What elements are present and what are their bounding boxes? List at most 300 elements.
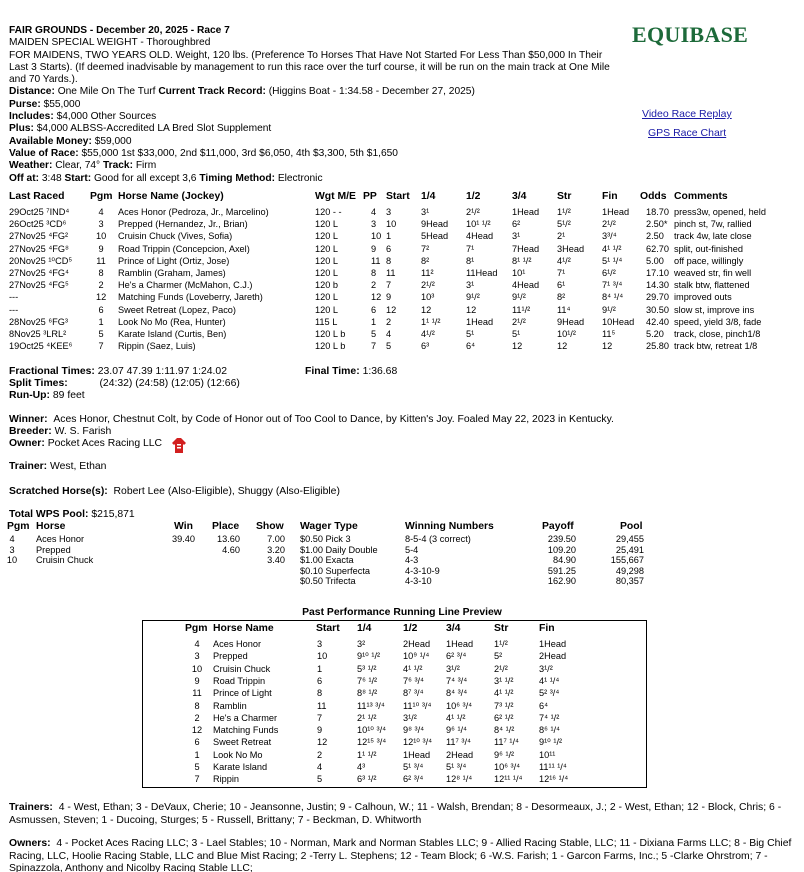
purse-line: Purse: $55,000 bbox=[9, 98, 81, 110]
results-header-cell: Horse Name (Jockey) bbox=[118, 191, 224, 202]
results-cell-comment: track 4w, late close bbox=[674, 231, 752, 242]
results-cell-q1: 5Head bbox=[421, 231, 449, 242]
results-cell-str: 10¹/² bbox=[557, 329, 576, 339]
running-line-row bbox=[143, 750, 647, 762]
results-cell-horse[interactable]: He's a Charmer (McMahon, C.J.) bbox=[118, 280, 253, 291]
running-line-cell-fin: 10¹¹ bbox=[539, 749, 556, 760]
results-cell-last: 8Nov25 ³LRL² bbox=[9, 329, 67, 339]
results-cell-q3: 8¹ ¹/² bbox=[512, 255, 532, 266]
results-cell-comment: slow st, improve ins bbox=[674, 304, 755, 315]
results-cell-horse[interactable]: Cruisin Chuck (Vives, Sofia) bbox=[118, 231, 233, 242]
running-line-cell-horse: Karate Island bbox=[213, 762, 268, 772]
running-line-cell-pgm: 3 bbox=[194, 651, 200, 662]
running-line-cell-horse: Sweet Retreat bbox=[213, 737, 272, 748]
results-cell-wgt: 120 L b bbox=[315, 341, 346, 352]
results-cell-wgt: 120 L bbox=[315, 304, 338, 315]
running-line-cell-horse: Matching Funds bbox=[213, 725, 279, 736]
results-cell-q1: 10³ bbox=[421, 292, 435, 303]
running-line-cell-fin: 2Head bbox=[539, 651, 567, 662]
results-cell-wgt: 115 L bbox=[315, 316, 338, 327]
results-cell-str: 1¹/² bbox=[557, 207, 571, 217]
results-header-cell: Fin bbox=[602, 191, 618, 202]
plus-line: Plus: $4,000 ALBSS-Accredited LA Bred Slot Supplement bbox=[9, 123, 272, 135]
results-cell-start: 4 bbox=[386, 329, 392, 339]
running-line-cell-fin: 3¹/² bbox=[539, 663, 553, 674]
value-of-race-line: Value of Race: $55,000 1st $33,000, 2nd $11,000, 3rd $6,050, 4th $3,300, 5th $1,650 bbox=[9, 147, 398, 159]
results-cell-q3: 4Head bbox=[512, 280, 540, 291]
results-cell-q3: 10¹ bbox=[512, 268, 526, 278]
running-line-cell-horse: He's a Charmer bbox=[213, 712, 278, 723]
results-cell-str: 11⁴ bbox=[557, 304, 571, 315]
running-line-cell-fin: 9¹⁰ ¹/² bbox=[539, 737, 563, 748]
results-cell-str: 2¹ bbox=[557, 231, 566, 242]
running-line-cell-fin: 4¹ ¹/⁴ bbox=[539, 675, 560, 686]
results-cell-last: 27Nov25 ⁴FG⁵ bbox=[9, 280, 69, 291]
wps-header-cell: Show bbox=[256, 521, 284, 532]
results-cell-wgt: 120 L bbox=[315, 231, 338, 242]
results-cell-fin: 4¹ ¹/² bbox=[602, 243, 622, 254]
running-line-header-cell: Pgm bbox=[185, 623, 208, 634]
running-line-row bbox=[143, 762, 647, 774]
running-line-cell-q3: 8⁴ ³/⁴ bbox=[446, 688, 468, 699]
weather-line: Weather: Clear, 74° Track: Firm bbox=[9, 160, 157, 172]
results-cell-comment: track btw, retreat 1/8 bbox=[674, 341, 758, 352]
results-row bbox=[0, 231, 804, 244]
results-cell-start: 11 bbox=[386, 268, 396, 278]
running-line-cell-start: 7 bbox=[317, 712, 323, 723]
results-cell-q1: 2¹/² bbox=[421, 280, 435, 291]
running-line-cell-pgm: 11 bbox=[192, 688, 202, 699]
running-line-cell-start: 5 bbox=[317, 774, 323, 785]
results-cell-start: 7 bbox=[386, 280, 392, 291]
wps-header-cell: Horse bbox=[36, 521, 66, 532]
running-line-cell-pgm: 7 bbox=[194, 774, 200, 785]
running-line-header-cell: Str bbox=[494, 623, 509, 634]
results-header-cell: Str bbox=[557, 191, 572, 202]
race-subtitle: MAIDEN SPECIAL WEIGHT - Thoroughbred bbox=[9, 37, 211, 49]
running-line-cell-start: 9 bbox=[317, 725, 323, 736]
results-cell-last: 29Oct25 ⁷IND⁴ bbox=[9, 207, 70, 217]
results-cell-q3: 9¹/² bbox=[512, 292, 526, 303]
running-line-title: Past Performance Running Line Preview bbox=[302, 607, 502, 618]
results-cell-last: 19Oct25 ⁴KEE⁶ bbox=[9, 341, 73, 352]
wps-header-cell: Pgm bbox=[7, 521, 30, 532]
wager-cell-numbers: 4-3-10 bbox=[405, 576, 432, 586]
results-cell-last: 27Nov25 ⁴FG⁴ bbox=[9, 268, 69, 278]
results-cell-last: --- bbox=[9, 292, 19, 303]
running-line-cell-q1: 5³ ¹/² bbox=[357, 663, 377, 674]
results-cell-q2: 6⁴ bbox=[466, 341, 476, 352]
results-cell-last: 27Nov25 ⁴FG² bbox=[9, 231, 69, 242]
results-cell-q3: 1Head bbox=[512, 207, 540, 217]
results-cell-odds: 17.10 bbox=[646, 268, 669, 278]
wps-cell-show: 7.00 bbox=[267, 534, 285, 544]
wps-cell-horse: Aces Honor bbox=[36, 534, 85, 544]
results-cell-horse[interactable]: Road Trippin (Concepcion, Axel) bbox=[118, 243, 250, 254]
race-header bbox=[9, 25, 624, 185]
trainer-line: Trainer: West, Ethan bbox=[9, 461, 107, 472]
running-line-row bbox=[143, 725, 647, 737]
wager-cell-numbers: 8-5-4 (3 correct) bbox=[405, 534, 471, 544]
results-cell-start: 6 bbox=[386, 243, 392, 254]
results-cell-q3: 5¹ bbox=[512, 329, 521, 339]
results-cell-last: 27Nov25 ⁴FG⁸ bbox=[9, 243, 69, 254]
results-cell-wgt: 120 L bbox=[315, 243, 338, 254]
results-cell-odds: 29.70 bbox=[646, 292, 669, 303]
running-line-cell-q2: 12¹⁰ ³/⁴ bbox=[403, 737, 433, 748]
running-line-cell-q2: 5¹ ³/⁴ bbox=[403, 762, 424, 772]
running-line-row bbox=[143, 676, 647, 688]
running-line-cell-start: 10 bbox=[317, 651, 328, 662]
running-line-cell-q2: 4¹ ¹/² bbox=[403, 663, 423, 674]
results-cell-fin: 3³/⁴ bbox=[602, 231, 617, 242]
results-header-cell: Comments bbox=[674, 191, 728, 202]
wps-cell-horse: Prepped bbox=[36, 544, 71, 555]
results-cell-comment: speed, yield 3/8, fade bbox=[674, 316, 762, 327]
wps-cell-place: 4.60 bbox=[222, 544, 240, 555]
running-line-cell-q2: 8⁷ ³/⁴ bbox=[403, 688, 424, 699]
results-row bbox=[0, 219, 804, 232]
running-line-header-cell: 1/4 bbox=[357, 623, 372, 634]
distance-line: Distance: One Mile On The Turf Current Track Record: (Higgins Boat - 1:34.58 - December 27, 2025) bbox=[9, 86, 475, 98]
results-row bbox=[0, 292, 804, 305]
equibase-logo[interactable]: EQUIBASE bbox=[632, 22, 749, 47]
results-cell-fin: 11⁵ bbox=[602, 329, 616, 339]
wager-header-cell: Wager Type bbox=[300, 521, 358, 532]
results-header-cell: Pgm bbox=[90, 191, 113, 202]
results-cell-fin: 10Head bbox=[602, 316, 635, 327]
results-cell-pgm: 5 bbox=[98, 329, 104, 339]
results-cell-pgm: 2 bbox=[98, 280, 104, 291]
results-cell-q2: 5¹ bbox=[466, 329, 475, 339]
results-cell-str: 6¹ bbox=[557, 280, 566, 291]
running-line-cell-start: 3 bbox=[317, 639, 323, 649]
results-cell-q3: 6² bbox=[512, 219, 521, 230]
results-cell-horse[interactable]: Ramblin (Graham, James) bbox=[118, 268, 226, 278]
running-line-cell-start: 11 bbox=[317, 700, 327, 711]
results-cell-start: 1 bbox=[386, 231, 392, 242]
results-header-cell: Start bbox=[386, 191, 410, 202]
wager-header-cell: Winning Numbers bbox=[405, 521, 494, 532]
results-cell-wgt: 120 - - bbox=[315, 207, 342, 217]
results-cell-q1: 7² bbox=[421, 243, 430, 254]
results-cell-start: 12 bbox=[386, 304, 397, 315]
results-cell-q1: 4¹/² bbox=[421, 329, 435, 339]
running-line-cell-str: 4¹ ¹/² bbox=[494, 688, 514, 699]
running-line-cell-horse: Aces Honor bbox=[213, 639, 262, 649]
wager-cell-payoff: 109.20 bbox=[547, 544, 576, 555]
results-row bbox=[0, 207, 804, 220]
running-line-cell-fin: 12¹⁶ ¹/⁴ bbox=[539, 774, 569, 785]
running-line-cell-pgm: 4 bbox=[194, 639, 200, 649]
running-line-cell-horse: Prince of Light bbox=[213, 688, 272, 699]
running-line-cell-pgm: 10 bbox=[191, 663, 203, 674]
results-cell-start: 5 bbox=[386, 341, 392, 352]
owners-list: Owners: 4 - Pocket Aces Racing LLC; 3 - Lael Stables; 10 - Norman, Mark and Norman Stables LLC; 9 - Allied Racing Stable, LLC; 11 - Dixiana Farms LLC; 8 - Big Chief Racing, LLC, Hoolie Racing Stable, LLC and Blue Mist Racing; 2 -Terry L. Stephens; 12 - Team Block; 6 -W.S. Farish; 1 - Garcon Farms, Inc.; 5 -Clarke Ohrstrom; 7 - Spinazzola, Anthony and Nicolby Racing Stable LLC; bbox=[9, 838, 792, 872]
jockey-silk-icon bbox=[171, 437, 187, 455]
running-line-cell-start: 1 bbox=[317, 663, 323, 674]
running-line-cell-q1: 3² bbox=[357, 639, 366, 649]
results-cell-pp: 4 bbox=[371, 207, 377, 217]
wager-cell-type: $1.00 Daily Double bbox=[300, 544, 378, 555]
wager-cell-payoff: 239.50 bbox=[547, 534, 576, 544]
wps-cell-pgm: 4 bbox=[9, 534, 15, 544]
results-cell-last: --- bbox=[9, 304, 19, 315]
results-cell-pp: 2 bbox=[371, 280, 377, 291]
results-cell-pp: 6 bbox=[371, 304, 377, 315]
wager-cell-numbers: 4-3-10-9 bbox=[405, 565, 440, 576]
gps-chart-link[interactable]: GPS Race Chart bbox=[648, 127, 727, 139]
video-replay-link[interactable]: Video Race Replay bbox=[642, 108, 732, 120]
results-cell-fin: 6¹/² bbox=[602, 268, 616, 278]
results-cell-horse[interactable]: Rippin (Saez, Luis) bbox=[118, 341, 196, 352]
running-line-cell-q2: 3¹/² bbox=[403, 712, 417, 723]
running-line-cell-q1: 8⁸ ¹/² bbox=[357, 688, 378, 699]
results-header-cell: PP bbox=[363, 191, 377, 202]
results-cell-odds: 30.50 bbox=[646, 304, 669, 315]
running-line-row bbox=[143, 651, 647, 663]
results-cell-fin: 1Head bbox=[602, 207, 630, 217]
results-cell-pgm: 4 bbox=[98, 207, 104, 217]
running-line-cell-str: 8⁴ ¹/² bbox=[494, 725, 515, 736]
wps-cell-horse: Cruisin Chuck bbox=[36, 555, 94, 565]
results-cell-odds: 18.70 bbox=[646, 207, 669, 217]
results-cell-horse[interactable]: Look No Mo (Rea, Hunter) bbox=[118, 316, 226, 327]
running-line-cell-q2: 9⁸ ³/⁴ bbox=[403, 725, 425, 736]
running-line-cell-q2: 11¹⁰ ³/⁴ bbox=[403, 700, 432, 711]
results-cell-pp: 11 bbox=[371, 255, 381, 266]
results-cell-wgt: 120 L bbox=[315, 268, 338, 278]
results-cell-odds: 42.40 bbox=[646, 316, 669, 327]
results-cell-q1: 8² bbox=[421, 255, 430, 266]
results-cell-fin: 5¹ ¹/⁴ bbox=[602, 255, 623, 266]
running-line-cell-start: 4 bbox=[317, 762, 323, 772]
running-line-cell-q3: 5¹ ³/⁴ bbox=[446, 762, 467, 772]
results-header-cell: Odds bbox=[640, 191, 667, 202]
running-line-cell-str: 9⁶ ¹/² bbox=[494, 749, 515, 760]
wager-cell-payoff: 84.90 bbox=[553, 555, 576, 565]
results-cell-comment: split, out-finished bbox=[674, 243, 743, 254]
running-line-cell-fin: 11¹¹ ¹/⁴ bbox=[539, 762, 567, 772]
running-line-cell-pgm: 9 bbox=[194, 675, 200, 686]
results-cell-q2: 11Head bbox=[466, 268, 498, 278]
running-line-cell-fin: 5² ³/⁴ bbox=[539, 688, 560, 699]
available-money-line: Available Money: $59,000 bbox=[9, 135, 132, 147]
running-line-cell-horse: Ramblin bbox=[213, 700, 247, 711]
results-cell-q3: 7Head bbox=[512, 243, 540, 254]
results-cell-str: 7¹ bbox=[557, 268, 566, 278]
wager-header-cell: Pool bbox=[620, 521, 643, 532]
results-cell-q1: 9Head bbox=[421, 219, 449, 230]
results-cell-start: 8 bbox=[386, 255, 392, 266]
wager-cell-numbers: 5-4 bbox=[405, 544, 419, 555]
running-line-cell-q3: 1Head bbox=[446, 639, 474, 649]
running-line-cell-pgm: 2 bbox=[194, 712, 200, 723]
results-cell-pp: 3 bbox=[371, 219, 377, 230]
results-cell-wgt: 120 L b bbox=[315, 329, 346, 339]
wager-cell-numbers: 4-3 bbox=[405, 555, 419, 565]
results-cell-fin: 9¹/² bbox=[602, 304, 616, 315]
results-cell-q1: 1¹ ¹/² bbox=[421, 316, 441, 327]
fractional-times: Fractional Times: 23.07 47.39 1:11.97 1:24.02 bbox=[9, 366, 227, 377]
results-cell-horse[interactable]: Karate Island (Curtis, Ben) bbox=[118, 329, 227, 339]
results-cell-q2: 12 bbox=[466, 304, 477, 315]
owner-line: Owner: Pocket Aces Racing LLC bbox=[9, 438, 163, 449]
running-line-cell-str: 2¹/² bbox=[494, 663, 508, 674]
results-cell-horse[interactable]: Aces Honor (Pedroza, Jr., Marcelino) bbox=[118, 207, 269, 217]
results-row bbox=[0, 305, 804, 318]
results-cell-wgt: 120 b bbox=[315, 280, 338, 291]
results-cell-horse[interactable]: Matching Funds (Loveberry, Jareth) bbox=[118, 292, 263, 303]
running-line-cell-horse: Road Trippin bbox=[213, 675, 266, 686]
results-row bbox=[0, 268, 804, 281]
results-header-cell: 1/2 bbox=[466, 191, 481, 202]
results-cell-q2: 4Head bbox=[466, 231, 494, 242]
results-cell-odds: 5.20 bbox=[646, 329, 664, 339]
running-line-cell-horse: Prepped bbox=[213, 651, 248, 662]
wps-header-cell: Place bbox=[212, 521, 240, 532]
results-cell-pp: 10 bbox=[371, 231, 382, 242]
results-cell-q2: 7¹ bbox=[466, 243, 475, 254]
running-line-cell-start: 12 bbox=[317, 737, 328, 748]
running-line-table bbox=[142, 620, 647, 788]
results-cell-q2: 10¹ ¹/² bbox=[466, 219, 491, 230]
running-line-row bbox=[143, 737, 647, 749]
wager-cell-type: $0.50 Trifecta bbox=[300, 576, 356, 586]
results-cell-horse[interactable]: Sweet Retreat (Lopez, Paco) bbox=[118, 304, 236, 315]
wps-cell-show: 3.20 bbox=[267, 544, 285, 555]
running-line-cell-q3: 10⁶ ³/⁴ bbox=[446, 700, 473, 711]
results-cell-pgm: 6 bbox=[98, 304, 104, 315]
running-line-cell-q2: 6² ³/⁴ bbox=[403, 774, 424, 785]
wager-cell-pool: 49,298 bbox=[615, 565, 644, 576]
running-line-header-cell: Horse Name bbox=[213, 623, 274, 634]
final-time: Final Time: 1:36.68 bbox=[305, 366, 398, 377]
results-cell-q1: 6³ bbox=[421, 341, 430, 352]
results-cell-pgm: 7 bbox=[98, 341, 104, 352]
results-cell-odds: 5.00 bbox=[646, 255, 664, 266]
running-line-cell-q3: 9⁶ ¹/⁴ bbox=[446, 725, 468, 736]
results-cell-comment: improved outs bbox=[674, 292, 732, 303]
winner-line: Winner: Aces Honor, Chestnut Colt, by Code of Honor out of Too Cool to Dance, by Kitten's Joy. Foaled May 22, 2023 in Kentucky. bbox=[9, 414, 614, 425]
results-cell-pp: 1 bbox=[371, 316, 377, 327]
running-line-cell-q3: 7⁴ ³/⁴ bbox=[446, 675, 468, 686]
wps-header-cell: Win bbox=[174, 521, 193, 532]
off-at-line: Off at: 3:48 Start: Good for all except 3,6 Timing Method: Electronic bbox=[9, 172, 323, 184]
running-line-header-cell: 1/2 bbox=[403, 623, 418, 634]
results-cell-wgt: 120 L bbox=[315, 255, 338, 266]
running-line-cell-start: 2 bbox=[317, 749, 323, 760]
running-line-cell-q3: 6² ³/⁴ bbox=[446, 651, 467, 662]
wps-cell-show: 3.40 bbox=[267, 555, 285, 565]
running-line-cell-q1: 12¹⁵ ³/⁴ bbox=[357, 737, 387, 748]
wager-cell-type: $0.50 Pick 3 bbox=[300, 534, 351, 544]
wager-cell-pool: 25,491 bbox=[615, 544, 644, 555]
results-cell-last: 26Oct25 ³CD⁶ bbox=[9, 219, 67, 230]
wps-cell-place: 13.60 bbox=[217, 534, 240, 544]
wager-cell-type: $0.10 Superfecta bbox=[300, 565, 370, 576]
results-cell-odds: 62.70 bbox=[646, 243, 669, 254]
results-cell-q2: 9¹/² bbox=[466, 292, 480, 303]
wager-cell-pool: 155,667 bbox=[610, 555, 644, 565]
wps-cell-win: 39.40 bbox=[172, 534, 195, 544]
results-cell-pgm: 11 bbox=[96, 255, 106, 266]
results-cell-horse[interactable]: Prince of Light (Ortiz, Jose) bbox=[118, 255, 230, 266]
running-line-row bbox=[143, 701, 647, 713]
running-line-cell-q2: 10⁹ ¹/⁴ bbox=[403, 651, 430, 662]
running-line-cell-q1: 7⁶ ¹/² bbox=[357, 675, 378, 686]
results-cell-pgm: 8 bbox=[98, 268, 104, 278]
wager-cell-payoff: 162.90 bbox=[547, 576, 576, 586]
results-header-cell: Wgt M/E bbox=[315, 191, 356, 202]
wager-cell-pool: 29,455 bbox=[615, 534, 644, 544]
results-cell-pp: 9 bbox=[371, 243, 377, 254]
wps-pool: Total WPS Pool: $215,871 bbox=[9, 509, 135, 520]
running-line-cell-fin: 6⁴ bbox=[539, 700, 549, 711]
results-row bbox=[0, 317, 804, 330]
results-cell-fin: 7¹ ³/⁴ bbox=[602, 280, 623, 291]
results-cell-start: 2 bbox=[386, 316, 392, 327]
running-line-cell-q1: 2¹ ¹/² bbox=[357, 712, 377, 723]
results-cell-comment: press3w, opened, held bbox=[674, 207, 766, 217]
running-line-cell-pgm: 5 bbox=[194, 762, 200, 772]
results-cell-odds: 2.50 bbox=[646, 231, 664, 242]
trainers-list: Trainers: 4 - West, Ethan; 3 - DeVaux, Cherie; 10 - Jeansonne, Justin; 9 - Calhoun, W.; 11 - Walsh, Brendan; 8 - Desormeaux, J.; 2 - West, Ethan; 12 - Block, Chris; 6 - Asmussen, Steven; 1 - Ducoing, Sturges; 5 - Russell, Brittany; 7 - Beckman, D. Whitworth bbox=[9, 802, 782, 826]
results-cell-q1: 11² bbox=[421, 268, 434, 278]
running-line-cell-fin: 1Head bbox=[539, 639, 567, 649]
running-line-cell-q2: 7⁶ ³/⁴ bbox=[403, 675, 425, 686]
race-title: FAIR GROUNDS - December 20, 2025 - Race 7 bbox=[9, 25, 230, 36]
results-cell-q3: 11¹/² bbox=[512, 304, 531, 315]
running-line-row bbox=[143, 688, 647, 700]
results-cell-pgm: 3 bbox=[98, 219, 104, 230]
results-cell-q3: 3¹ bbox=[512, 231, 521, 242]
running-line-cell-str: 1¹/² bbox=[494, 639, 508, 649]
results-cell-pp: 5 bbox=[371, 329, 377, 339]
results-cell-str: 8² bbox=[557, 292, 566, 303]
results-cell-odds: 25.80 bbox=[646, 341, 669, 352]
running-line-cell-horse: Rippin bbox=[213, 774, 240, 785]
results-cell-last: 20Nov25 ¹⁰CD⁵ bbox=[9, 255, 73, 266]
split-times: Split Times: (24:32) (24:58) (12:05) (12:66) bbox=[9, 378, 240, 389]
running-line-row bbox=[143, 774, 647, 786]
results-header-row bbox=[0, 191, 804, 204]
results-cell-pgm: 9 bbox=[98, 243, 104, 254]
wager-cell-type: $1.00 Exacta bbox=[300, 555, 354, 565]
results-cell-start: 3 bbox=[386, 207, 392, 217]
results-cell-pgm: 12 bbox=[96, 292, 107, 303]
wps-cell-pgm: 3 bbox=[9, 544, 15, 555]
wps-cell-pgm: 10 bbox=[6, 555, 18, 565]
results-cell-last: 28Nov25 ⁶FG³ bbox=[9, 316, 68, 327]
results-cell-str: 9Head bbox=[557, 316, 585, 327]
running-line-cell-str: 6² ¹/² bbox=[494, 712, 514, 723]
results-cell-fin: 8⁴ ¹/⁴ bbox=[602, 292, 624, 303]
results-row bbox=[0, 256, 804, 269]
results-header-cell: 1/4 bbox=[421, 191, 436, 202]
running-line-cell-q2: 2Head bbox=[403, 639, 431, 649]
results-cell-q2: 8¹ bbox=[466, 255, 475, 266]
running-line-header-cell: Fin bbox=[539, 623, 555, 634]
results-cell-horse[interactable]: Prepped (Hernandez, Jr., Brian) bbox=[118, 219, 248, 230]
results-cell-pp: 7 bbox=[371, 341, 377, 352]
results-cell-q1: 3¹ bbox=[421, 207, 430, 217]
race-conditions: FOR MAIDENS, TWO YEARS OLD. Weight, 120 lbs. (Preference To Horses That Have Not Started For Less Than $50,000 In Their Last 3 Starts). (If deemed inadvisable by management to run this race over the turf course, it will be run on the main track at One Mile and 70 Yards.). bbox=[9, 49, 610, 86]
breeder-line: Breeder: W. S. Farish bbox=[9, 426, 112, 437]
running-line-cell-str: 7³ ¹/² bbox=[494, 700, 514, 711]
running-line-cell-str: 3¹ ¹/² bbox=[494, 675, 514, 686]
running-line-cell-start: 6 bbox=[317, 675, 323, 686]
